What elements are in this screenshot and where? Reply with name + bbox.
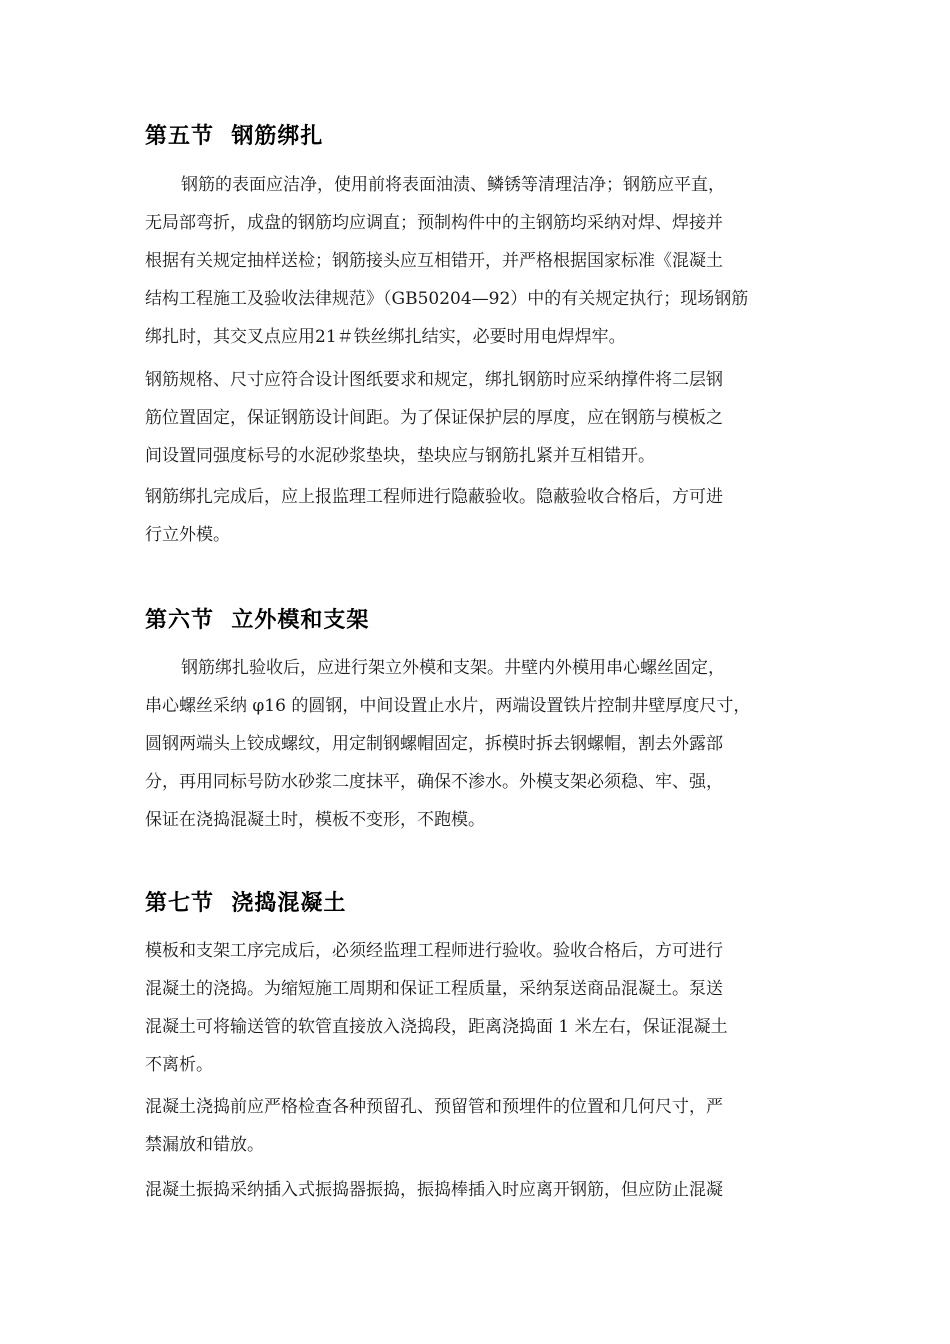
text-line: 不离析。 [145,1055,213,1075]
section-6-paragraph-1 [145,649,825,839]
text-line: 无局部弯折，成盘的钢筋均应调直；预制构件中的主钢筋均采纳对焊、焊接并 [145,213,723,233]
text-line: 分，再用同标号防水砂浆二度抹平，确保不渗水。外模支架必须稳、牢、强， [145,772,723,792]
text-line: 混凝土振捣采纳插入式振捣器振捣，振捣棒插入时应离开钢筋，但应防止混凝 [145,1180,723,1200]
text-line: 绑扎时，其交叉点应用21＃铁丝绑扎结实，必要时用电焊焊牢。 [145,327,626,347]
text-line: 模板和支架工序完成后，必须经监理工程师进行验收。验收合格后，方可进行 [145,941,723,961]
text-line: 禁漏放和错放。 [145,1135,264,1155]
section-6-heading: 第六节 立外模和支架 [145,608,370,633]
section-5-heading: 第五节 钢筋绑扎 [145,124,324,149]
section-7-heading: 第七节 浇捣混凝土 [145,891,347,916]
section-5-paragraph-3 [145,478,825,554]
text-line: 钢筋绑扎完成后，应上报监理工程师进行隐蔽验收。隐蔽验收合格后，方可进 [145,487,723,507]
text-line: 结构工程施工及验收法律规范》（GB50204—92）中的有关规定执行；现场钢筋 [145,289,749,309]
text-line: 钢筋规格、尺寸应符合设计图纸要求和规定，绑扎钢筋时应采纳撑件将二层钢 [145,370,723,390]
section-7-paragraph-2 [145,1088,825,1164]
section-7-paragraph-3 [145,1171,825,1209]
section-5-paragraph-1 [145,166,825,356]
text-line: 筋位置固定，保证钢筋设计间距。为了保证保护层的厚度，应在钢筋与模板之 [145,408,723,428]
text-line: 混凝土可将输送管的软管直接放入浇捣段，距离浇捣面 1 米左右，保证混凝土 [145,1017,728,1037]
text-line: 根据有关规定抽样送检；钢筋接头应互相错开，并严格根据国家标准《混凝土 [145,251,723,271]
text-line: 混凝土的浇捣。为缩短施工周期和保证工程质量，采纳泵送商品混凝土。泵送 [145,979,723,999]
text-line: 钢筋绑扎验收后，应进行架立外模和支架。井壁内外模用串心螺丝固定， [181,658,725,678]
text-line: 保证在浇捣混凝土时，模板不变形，不跑模。 [145,810,485,830]
text-line: 行立外模。 [145,525,230,545]
text-line: 圆钢两端头上铰成螺纹，用定制钢螺帽固定，拆模时拆去钢螺帽，割去外露部 [145,734,723,754]
text-line: 串心螺丝采纳 φ16 的圆钢，中间设置止水片，两端设置铁片控制井壁厚度尺寸， [145,696,751,716]
text-line: 钢筋的表面应洁净，使用前将表面油渍、鳞锈等清理洁净；钢筋应平直， [181,175,725,195]
section-5-paragraph-2 [145,361,825,475]
section-7-paragraph-1 [145,932,825,1084]
text-line: 间设置同强度标号的水泥砂浆垫块，垫块应与钢筋扎紧并互相错开。 [145,446,655,466]
text-line: 混凝土浇捣前应严格检查各种预留孔、预留管和预埋件的位置和几何尺寸，严 [145,1097,723,1117]
